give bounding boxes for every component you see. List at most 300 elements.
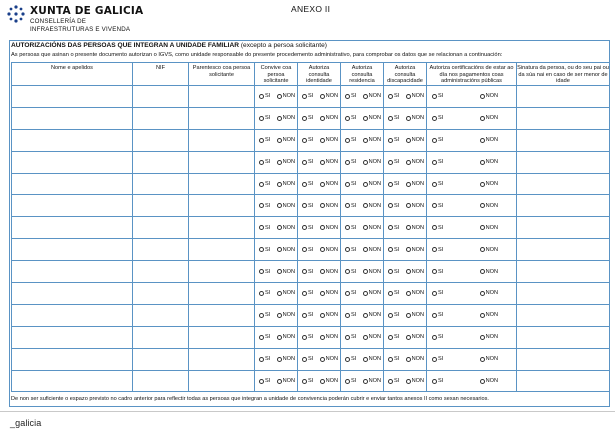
identity-no-option[interactable] xyxy=(320,225,338,231)
radio-button-icon[interactable] xyxy=(345,160,350,165)
relationship-cell[interactable] xyxy=(189,348,255,370)
radio-button-icon[interactable] xyxy=(302,225,307,230)
signature-cell[interactable] xyxy=(517,261,610,283)
radio-button-icon[interactable] xyxy=(345,291,350,296)
identity-no-option[interactable] xyxy=(320,269,338,275)
radio-button-icon[interactable] xyxy=(302,203,307,208)
radio-button-icon[interactable] xyxy=(320,357,325,362)
residence-yes-option[interactable] xyxy=(345,247,356,253)
identity-yes-option[interactable] xyxy=(302,203,313,209)
radio-button-icon[interactable] xyxy=(406,160,411,165)
relationship-cell[interactable] xyxy=(189,261,255,283)
payments-no-option[interactable] xyxy=(480,181,498,187)
disability-yes-option[interactable] xyxy=(388,334,399,340)
radio-button-icon[interactable] xyxy=(259,203,264,208)
radio-button-icon[interactable] xyxy=(363,138,368,143)
payments-yes-option[interactable] xyxy=(432,181,443,187)
residence-yes-option[interactable] xyxy=(345,290,356,296)
identity-no-option[interactable] xyxy=(320,203,338,209)
cohabits-yes-option[interactable] xyxy=(259,290,270,296)
cohabits-no-option[interactable] xyxy=(277,269,295,275)
residence-yes-option[interactable] xyxy=(345,269,356,275)
nif-cell[interactable] xyxy=(133,195,189,217)
radio-button-icon[interactable] xyxy=(277,160,282,165)
payments-no-option[interactable] xyxy=(480,334,498,340)
payments-yes-option[interactable] xyxy=(432,203,443,209)
relationship-cell[interactable] xyxy=(189,326,255,348)
radio-button-icon[interactable] xyxy=(363,203,368,208)
radio-button-icon[interactable] xyxy=(302,138,307,143)
radio-button-icon[interactable] xyxy=(432,94,437,99)
radio-button-icon[interactable] xyxy=(406,94,411,99)
radio-button-icon[interactable] xyxy=(302,116,307,121)
residence-yes-option[interactable] xyxy=(345,312,356,318)
radio-button-icon[interactable] xyxy=(259,313,264,318)
radio-button-icon[interactable] xyxy=(432,247,437,252)
disability-no-option[interactable] xyxy=(406,137,424,143)
radio-button-icon[interactable] xyxy=(432,225,437,230)
residence-yes-option[interactable] xyxy=(345,225,356,231)
identity-no-option[interactable] xyxy=(320,334,338,340)
radio-button-icon[interactable] xyxy=(480,138,485,143)
signature-cell[interactable] xyxy=(517,151,610,173)
radio-button-icon[interactable] xyxy=(345,357,350,362)
radio-button-icon[interactable] xyxy=(432,116,437,121)
radio-button-icon[interactable] xyxy=(302,247,307,252)
disability-no-option[interactable] xyxy=(406,269,424,275)
radio-button-icon[interactable] xyxy=(388,379,393,384)
disability-yes-option[interactable] xyxy=(388,93,399,99)
radio-button-icon[interactable] xyxy=(363,182,368,187)
disability-no-option[interactable] xyxy=(406,225,424,231)
radio-button-icon[interactable] xyxy=(406,247,411,252)
disability-yes-option[interactable] xyxy=(388,247,399,253)
relationship-cell[interactable] xyxy=(189,217,255,239)
signature-cell[interactable] xyxy=(517,283,610,305)
radio-button-icon[interactable] xyxy=(388,335,393,340)
disability-no-option[interactable] xyxy=(406,181,424,187)
radio-button-icon[interactable] xyxy=(432,291,437,296)
cohabits-no-option[interactable] xyxy=(277,334,295,340)
payments-no-option[interactable] xyxy=(480,247,498,253)
radio-button-icon[interactable] xyxy=(277,138,282,143)
relationship-cell[interactable] xyxy=(189,173,255,195)
relationship-cell[interactable] xyxy=(189,151,255,173)
cohabits-yes-option[interactable] xyxy=(259,203,270,209)
radio-button-icon[interactable] xyxy=(406,269,411,274)
radio-button-icon[interactable] xyxy=(277,269,282,274)
disability-yes-option[interactable] xyxy=(388,115,399,121)
name-cell[interactable] xyxy=(12,195,133,217)
radio-button-icon[interactable] xyxy=(302,313,307,318)
radio-button-icon[interactable] xyxy=(406,291,411,296)
radio-button-icon[interactable] xyxy=(363,269,368,274)
identity-yes-option[interactable] xyxy=(302,356,313,362)
identity-yes-option[interactable] xyxy=(302,159,313,165)
radio-button-icon[interactable] xyxy=(432,313,437,318)
radio-button-icon[interactable] xyxy=(388,160,393,165)
radio-button-icon[interactable] xyxy=(277,357,282,362)
radio-button-icon[interactable] xyxy=(480,94,485,99)
residence-no-option[interactable] xyxy=(363,356,381,362)
radio-button-icon[interactable] xyxy=(432,182,437,187)
identity-yes-option[interactable] xyxy=(302,247,313,253)
nif-cell[interactable] xyxy=(133,261,189,283)
residence-no-option[interactable] xyxy=(363,290,381,296)
residence-yes-option[interactable] xyxy=(345,137,356,143)
nif-cell[interactable] xyxy=(133,86,189,108)
cohabits-no-option[interactable] xyxy=(277,137,295,143)
cohabits-yes-option[interactable] xyxy=(259,334,270,340)
identity-yes-option[interactable] xyxy=(302,269,313,275)
name-cell[interactable] xyxy=(12,217,133,239)
cohabits-yes-option[interactable] xyxy=(259,181,270,187)
payments-yes-option[interactable] xyxy=(432,159,443,165)
identity-no-option[interactable] xyxy=(320,137,338,143)
radio-button-icon[interactable] xyxy=(432,203,437,208)
disability-no-option[interactable] xyxy=(406,334,424,340)
cohabits-yes-option[interactable] xyxy=(259,378,270,384)
radio-button-icon[interactable] xyxy=(277,313,282,318)
disability-no-option[interactable] xyxy=(406,290,424,296)
cohabits-yes-option[interactable] xyxy=(259,93,270,99)
name-cell[interactable] xyxy=(12,326,133,348)
radio-button-icon[interactable] xyxy=(480,357,485,362)
relationship-cell[interactable] xyxy=(189,283,255,305)
radio-button-icon[interactable] xyxy=(277,182,282,187)
payments-yes-option[interactable] xyxy=(432,378,443,384)
identity-yes-option[interactable] xyxy=(302,312,313,318)
radio-button-icon[interactable] xyxy=(388,269,393,274)
name-cell[interactable] xyxy=(12,151,133,173)
nif-cell[interactable] xyxy=(133,326,189,348)
disability-no-option[interactable] xyxy=(406,356,424,362)
radio-button-icon[interactable] xyxy=(406,225,411,230)
payments-no-option[interactable] xyxy=(480,290,498,296)
name-cell[interactable] xyxy=(12,348,133,370)
radio-button-icon[interactable] xyxy=(388,203,393,208)
radio-button-icon[interactable] xyxy=(388,247,393,252)
payments-no-option[interactable] xyxy=(480,137,498,143)
radio-button-icon[interactable] xyxy=(363,379,368,384)
radio-button-icon[interactable] xyxy=(320,225,325,230)
identity-yes-option[interactable] xyxy=(302,115,313,121)
residence-yes-option[interactable] xyxy=(345,334,356,340)
name-cell[interactable] xyxy=(12,129,133,151)
nif-cell[interactable] xyxy=(133,107,189,129)
radio-button-icon[interactable] xyxy=(277,291,282,296)
relationship-cell[interactable] xyxy=(189,370,255,392)
radio-button-icon[interactable] xyxy=(259,269,264,274)
cohabits-no-option[interactable] xyxy=(277,225,295,231)
residence-no-option[interactable] xyxy=(363,378,381,384)
disability-no-option[interactable] xyxy=(406,93,424,99)
disability-no-option[interactable] xyxy=(406,247,424,253)
disability-yes-option[interactable] xyxy=(388,290,399,296)
radio-button-icon[interactable] xyxy=(320,116,325,121)
radio-button-icon[interactable] xyxy=(480,225,485,230)
radio-button-icon[interactable] xyxy=(277,225,282,230)
payments-no-option[interactable] xyxy=(480,225,498,231)
payments-yes-option[interactable] xyxy=(432,312,443,318)
payments-yes-option[interactable] xyxy=(432,137,443,143)
radio-button-icon[interactable] xyxy=(320,138,325,143)
signature-cell[interactable] xyxy=(517,370,610,392)
identity-yes-option[interactable] xyxy=(302,181,313,187)
residence-yes-option[interactable] xyxy=(345,93,356,99)
radio-button-icon[interactable] xyxy=(388,94,393,99)
radio-button-icon[interactable] xyxy=(259,138,264,143)
relationship-cell[interactable] xyxy=(189,195,255,217)
radio-button-icon[interactable] xyxy=(302,160,307,165)
payments-no-option[interactable] xyxy=(480,159,498,165)
residence-no-option[interactable] xyxy=(363,269,381,275)
nif-cell[interactable] xyxy=(133,348,189,370)
radio-button-icon[interactable] xyxy=(363,313,368,318)
residence-yes-option[interactable] xyxy=(345,159,356,165)
signature-cell[interactable] xyxy=(517,348,610,370)
radio-button-icon[interactable] xyxy=(259,182,264,187)
residence-yes-option[interactable] xyxy=(345,378,356,384)
radio-button-icon[interactable] xyxy=(302,335,307,340)
radio-button-icon[interactable] xyxy=(363,247,368,252)
relationship-cell[interactable] xyxy=(189,86,255,108)
radio-button-icon[interactable] xyxy=(363,225,368,230)
radio-button-icon[interactable] xyxy=(406,335,411,340)
radio-button-icon[interactable] xyxy=(406,313,411,318)
radio-button-icon[interactable] xyxy=(320,335,325,340)
radio-button-icon[interactable] xyxy=(345,203,350,208)
signature-cell[interactable] xyxy=(517,129,610,151)
radio-button-icon[interactable] xyxy=(480,182,485,187)
signature-cell[interactable] xyxy=(517,195,610,217)
nif-cell[interactable] xyxy=(133,239,189,261)
radio-button-icon[interactable] xyxy=(363,335,368,340)
disability-yes-option[interactable] xyxy=(388,137,399,143)
radio-button-icon[interactable] xyxy=(480,160,485,165)
radio-button-icon[interactable] xyxy=(363,291,368,296)
relationship-cell[interactable] xyxy=(189,304,255,326)
payments-yes-option[interactable] xyxy=(432,290,443,296)
radio-button-icon[interactable] xyxy=(432,379,437,384)
payments-yes-option[interactable] xyxy=(432,93,443,99)
cohabits-no-option[interactable] xyxy=(277,203,295,209)
radio-button-icon[interactable] xyxy=(432,138,437,143)
payments-no-option[interactable] xyxy=(480,93,498,99)
radio-button-icon[interactable] xyxy=(259,379,264,384)
payments-yes-option[interactable] xyxy=(432,269,443,275)
residence-no-option[interactable] xyxy=(363,181,381,187)
radio-button-icon[interactable] xyxy=(432,269,437,274)
radio-button-icon[interactable] xyxy=(480,379,485,384)
nif-cell[interactable] xyxy=(133,370,189,392)
signature-cell[interactable] xyxy=(517,326,610,348)
cohabits-yes-option[interactable] xyxy=(259,115,270,121)
name-cell[interactable] xyxy=(12,86,133,108)
cohabits-no-option[interactable] xyxy=(277,115,295,121)
radio-button-icon[interactable] xyxy=(277,335,282,340)
radio-button-icon[interactable] xyxy=(320,291,325,296)
identity-yes-option[interactable] xyxy=(302,137,313,143)
radio-button-icon[interactable] xyxy=(480,291,485,296)
residence-no-option[interactable] xyxy=(363,137,381,143)
identity-no-option[interactable] xyxy=(320,93,338,99)
nif-cell[interactable] xyxy=(133,283,189,305)
residence-yes-option[interactable] xyxy=(345,203,356,209)
radio-button-icon[interactable] xyxy=(259,160,264,165)
radio-button-icon[interactable] xyxy=(480,335,485,340)
radio-button-icon[interactable] xyxy=(320,203,325,208)
radio-button-icon[interactable] xyxy=(277,203,282,208)
radio-button-icon[interactable] xyxy=(320,94,325,99)
identity-yes-option[interactable] xyxy=(302,334,313,340)
radio-button-icon[interactable] xyxy=(277,94,282,99)
payments-no-option[interactable] xyxy=(480,269,498,275)
cohabits-yes-option[interactable] xyxy=(259,356,270,362)
cohabits-no-option[interactable] xyxy=(277,159,295,165)
radio-button-icon[interactable] xyxy=(480,247,485,252)
name-cell[interactable] xyxy=(12,304,133,326)
name-cell[interactable] xyxy=(12,261,133,283)
radio-button-icon[interactable] xyxy=(388,138,393,143)
cohabits-no-option[interactable] xyxy=(277,181,295,187)
nif-cell[interactable] xyxy=(133,304,189,326)
residence-yes-option[interactable] xyxy=(345,181,356,187)
disability-yes-option[interactable] xyxy=(388,225,399,231)
radio-button-icon[interactable] xyxy=(302,357,307,362)
cohabits-yes-option[interactable] xyxy=(259,312,270,318)
identity-no-option[interactable] xyxy=(320,181,338,187)
residence-no-option[interactable] xyxy=(363,247,381,253)
disability-no-option[interactable] xyxy=(406,203,424,209)
disability-no-option[interactable] xyxy=(406,159,424,165)
radio-button-icon[interactable] xyxy=(320,313,325,318)
identity-yes-option[interactable] xyxy=(302,290,313,296)
radio-button-icon[interactable] xyxy=(302,94,307,99)
name-cell[interactable] xyxy=(12,283,133,305)
identity-no-option[interactable] xyxy=(320,378,338,384)
radio-button-icon[interactable] xyxy=(277,116,282,121)
payments-no-option[interactable] xyxy=(480,378,498,384)
disability-yes-option[interactable] xyxy=(388,181,399,187)
name-cell[interactable] xyxy=(12,370,133,392)
signature-cell[interactable] xyxy=(517,239,610,261)
disability-yes-option[interactable] xyxy=(388,203,399,209)
radio-button-icon[interactable] xyxy=(277,247,282,252)
radio-button-icon[interactable] xyxy=(388,116,393,121)
radio-button-icon[interactable] xyxy=(388,291,393,296)
disability-yes-option[interactable] xyxy=(388,378,399,384)
radio-button-icon[interactable] xyxy=(388,182,393,187)
radio-button-icon[interactable] xyxy=(363,357,368,362)
payments-yes-option[interactable] xyxy=(432,334,443,340)
identity-yes-option[interactable] xyxy=(302,378,313,384)
nif-cell[interactable] xyxy=(133,217,189,239)
radio-button-icon[interactable] xyxy=(345,116,350,121)
name-cell[interactable] xyxy=(12,239,133,261)
identity-no-option[interactable] xyxy=(320,115,338,121)
radio-button-icon[interactable] xyxy=(302,269,307,274)
disability-no-option[interactable] xyxy=(406,378,424,384)
name-cell[interactable] xyxy=(12,173,133,195)
cohabits-no-option[interactable] xyxy=(277,93,295,99)
radio-button-icon[interactable] xyxy=(363,94,368,99)
radio-button-icon[interactable] xyxy=(320,160,325,165)
cohabits-no-option[interactable] xyxy=(277,290,295,296)
relationship-cell[interactable] xyxy=(189,107,255,129)
radio-button-icon[interactable] xyxy=(480,269,485,274)
radio-button-icon[interactable] xyxy=(259,357,264,362)
cohabits-no-option[interactable] xyxy=(277,356,295,362)
radio-button-icon[interactable] xyxy=(406,357,411,362)
radio-button-icon[interactable] xyxy=(432,160,437,165)
disability-yes-option[interactable] xyxy=(388,269,399,275)
cohabits-yes-option[interactable] xyxy=(259,269,270,275)
disability-yes-option[interactable] xyxy=(388,159,399,165)
disability-yes-option[interactable] xyxy=(388,356,399,362)
payments-yes-option[interactable] xyxy=(432,115,443,121)
identity-no-option[interactable] xyxy=(320,312,338,318)
disability-yes-option[interactable] xyxy=(388,312,399,318)
cohabits-no-option[interactable] xyxy=(277,312,295,318)
radio-button-icon[interactable] xyxy=(345,138,350,143)
residence-no-option[interactable] xyxy=(363,93,381,99)
signature-cell[interactable] xyxy=(517,107,610,129)
identity-no-option[interactable] xyxy=(320,159,338,165)
name-cell[interactable] xyxy=(12,107,133,129)
radio-button-icon[interactable] xyxy=(259,116,264,121)
nif-cell[interactable] xyxy=(133,173,189,195)
identity-yes-option[interactable] xyxy=(302,93,313,99)
disability-no-option[interactable] xyxy=(406,115,424,121)
radio-button-icon[interactable] xyxy=(302,182,307,187)
identity-no-option[interactable] xyxy=(320,356,338,362)
radio-button-icon[interactable] xyxy=(345,313,350,318)
radio-button-icon[interactable] xyxy=(320,269,325,274)
payments-no-option[interactable] xyxy=(480,115,498,121)
signature-cell[interactable] xyxy=(517,173,610,195)
radio-button-icon[interactable] xyxy=(432,357,437,362)
radio-button-icon[interactable] xyxy=(388,357,393,362)
radio-button-icon[interactable] xyxy=(345,269,350,274)
payments-yes-option[interactable] xyxy=(432,247,443,253)
cohabits-yes-option[interactable] xyxy=(259,247,270,253)
payments-yes-option[interactable] xyxy=(432,356,443,362)
radio-button-icon[interactable] xyxy=(345,94,350,99)
radio-button-icon[interactable] xyxy=(406,182,411,187)
radio-button-icon[interactable] xyxy=(388,313,393,318)
signature-cell[interactable] xyxy=(517,304,610,326)
radio-button-icon[interactable] xyxy=(302,379,307,384)
radio-button-icon[interactable] xyxy=(259,225,264,230)
residence-no-option[interactable] xyxy=(363,115,381,121)
cohabits-no-option[interactable] xyxy=(277,378,295,384)
radio-button-icon[interactable] xyxy=(345,379,350,384)
radio-button-icon[interactable] xyxy=(320,379,325,384)
radio-button-icon[interactable] xyxy=(259,247,264,252)
relationship-cell[interactable] xyxy=(189,129,255,151)
identity-no-option[interactable] xyxy=(320,290,338,296)
radio-button-icon[interactable] xyxy=(480,116,485,121)
radio-button-icon[interactable] xyxy=(345,247,350,252)
identity-no-option[interactable] xyxy=(320,247,338,253)
disability-no-option[interactable] xyxy=(406,312,424,318)
radio-button-icon[interactable] xyxy=(480,313,485,318)
residence-no-option[interactable] xyxy=(363,225,381,231)
radio-button-icon[interactable] xyxy=(345,225,350,230)
payments-no-option[interactable] xyxy=(480,356,498,362)
cohabits-yes-option[interactable] xyxy=(259,159,270,165)
